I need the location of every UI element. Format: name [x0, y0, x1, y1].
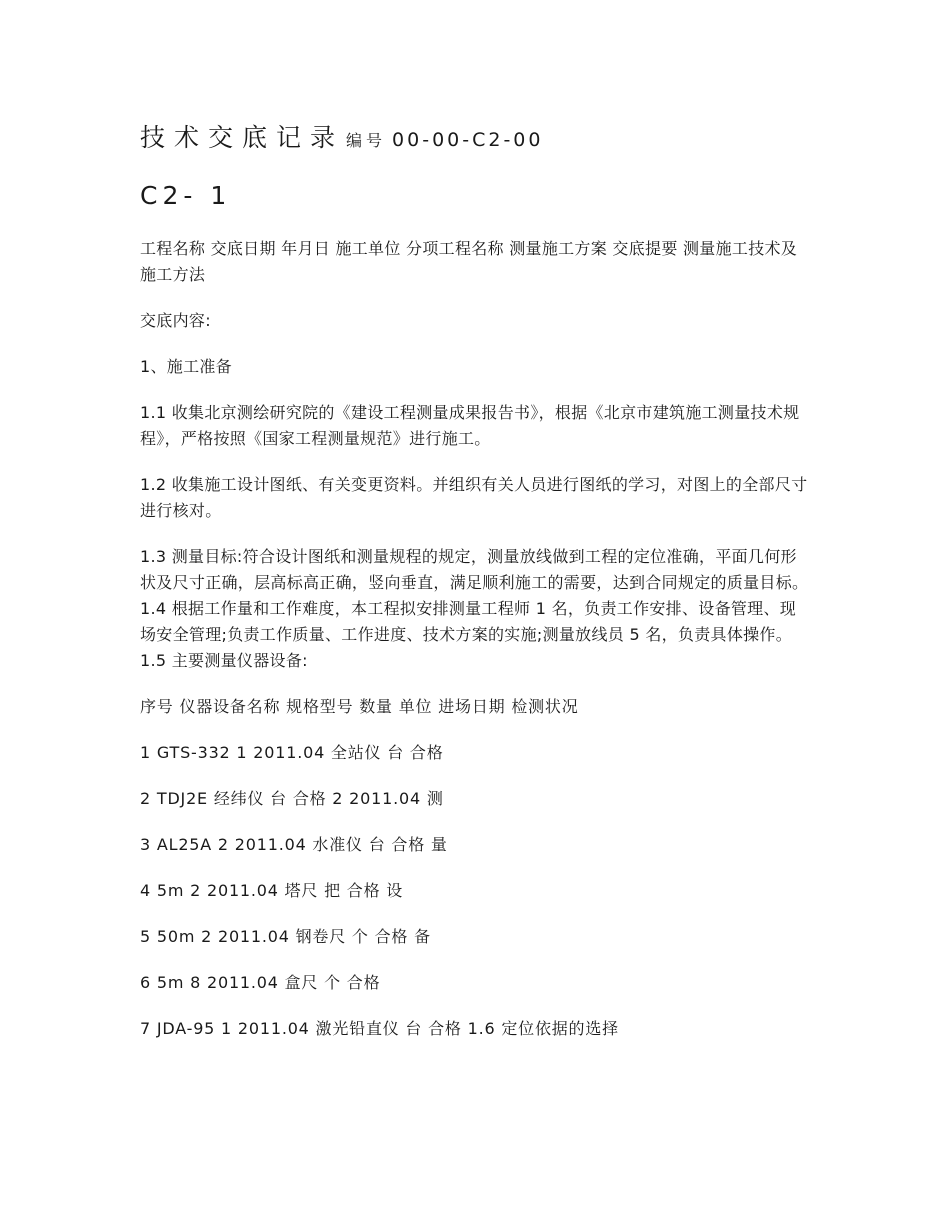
equipment-table-row: 1 GTS-332 1 2011.04 全站仪 台 合格	[140, 743, 444, 762]
section-heading-preparation: 1、施工准备	[140, 357, 232, 376]
content-heading: 交底内容:	[140, 311, 211, 330]
equipment-table	[140, 694, 812, 1042]
equipment-table-row: 6 5m 8 2011.04 盒尺 个 合格	[140, 973, 381, 992]
project-info-paragraph: 工程名称 交底日期 年月日 施工单位 分项工程名称 测量施工方案 交底提要 测量施工技术及施工方法	[140, 239, 798, 284]
paragraph-1-3: 1.3 测量目标:符合设计图纸和测量规程的规定，测量放线做到工程的定位准确，平面几何形状及尺寸正确，层高标高正确，竖向垂直，满足顺利施工的需要，达到合同规定的质量目标。 1.4 根据工作量和工作难度，本工程拟安排测量工程师 1 名，负责工作安排、设备管理、现场安全管理;负责工作质量、工作进度、技术方案的实施;测量放线员 5 名，负责具体操作。 1.5 主要测量仪器设备:	[140, 547, 809, 670]
paragraph-1-1: 1.1 收集北京测绘研究院的《建设工程测量成果报告书》，根据《北京市建筑施工测量技术规程》，严格按照《国家工程测量规范》进行施工。	[140, 403, 800, 448]
form-code: C2- 1	[140, 181, 232, 210]
equipment-table-header: 序号 仪器设备名称 规格型号 数量 单位 进场日期 检测状况	[140, 697, 579, 716]
equipment-table-row: 4 5m 2 2011.04 塔尺 把 合格 设	[140, 881, 404, 900]
code-label: 编号	[346, 131, 387, 150]
equipment-table-row: 5 50m 2 2011.04 钢卷尺 个 合格 备	[140, 927, 431, 946]
document-title: 技术交底记录	[140, 123, 345, 152]
equipment-table-row: 7 JDA-95 1 2011.04 激光铅直仪 台 合格 1.6 定位依据的选择	[140, 1019, 619, 1038]
equipment-table-row: 3 AL25A 2 2011.04 水准仪 台 合格 量	[140, 835, 448, 854]
paragraph-1-2: 1.2 收集施工设计图纸、有关变更资料。并组织有关人员进行图纸的学习，对图上的全部尺寸进行核对。	[140, 475, 808, 520]
equipment-table-row: 2 TDJ2E 经纬仪 台 合格 2 2011.04 测	[140, 789, 444, 808]
document-page	[140, 118, 812, 1062]
code-value: 00-00-C2-00	[392, 129, 544, 151]
title-row	[140, 118, 812, 162]
